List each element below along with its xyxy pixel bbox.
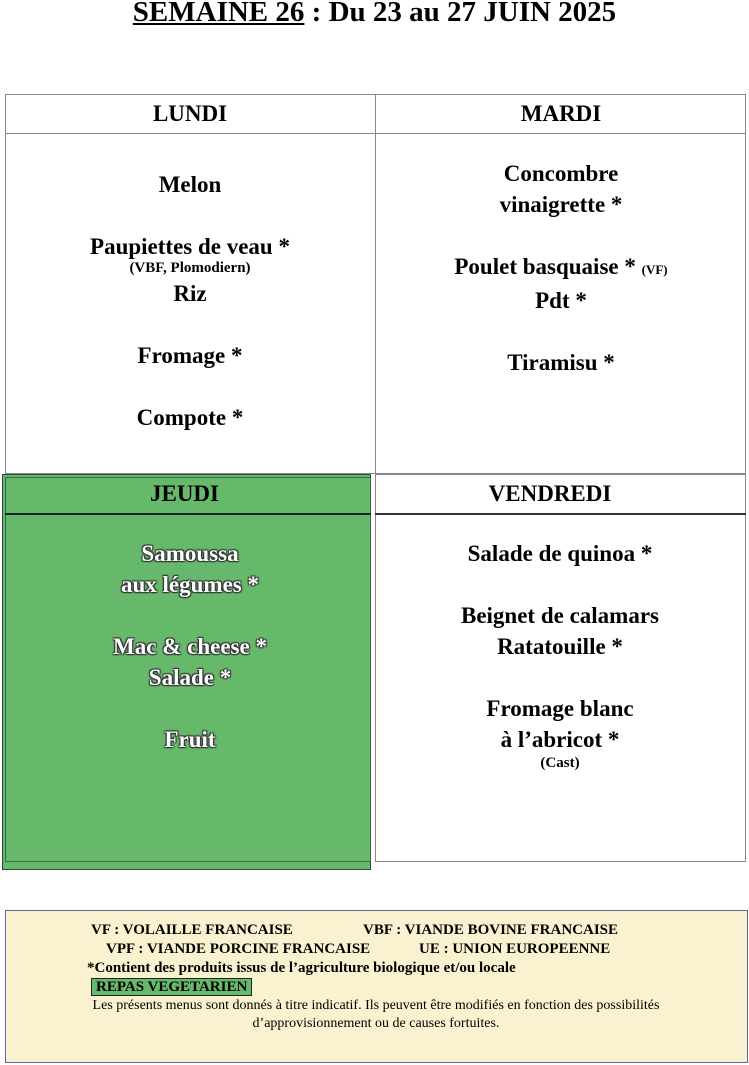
- dish: Fromage blanc: [486, 696, 634, 721]
- header-divider-bottom: [375, 513, 746, 515]
- jeudi-header-divider: [5, 513, 371, 515]
- legend-ue: UE : UNION EUROPEENNE: [419, 941, 611, 957]
- day-header-jeudi: JEUDI: [149, 481, 219, 506]
- dish: Fromage *: [137, 343, 243, 368]
- dish: Beignet de calamars: [460, 603, 659, 628]
- dish: Concombre: [503, 161, 619, 186]
- dish: Riz: [173, 281, 207, 306]
- dish: Samoussa: [141, 541, 239, 566]
- dish: Compote *: [136, 405, 244, 430]
- day-header-lundi: LUNDI: [152, 101, 228, 126]
- header-divider-top: [5, 133, 746, 134]
- dish-origin-note: (Cast): [540, 755, 580, 771]
- legend-bio: *Contient des produits issus de l’agriculture biologique et/ou locale: [87, 960, 516, 976]
- day-menu-mardi: [376, 158, 746, 378]
- disclaimer-line-1: Les présents menus sont donnés à titre indicatif. Ils peuvent être modifiés en fonction des possibilités: [92, 998, 660, 1013]
- dish: aux légumes *: [121, 572, 259, 597]
- vegetarian-badge: REPAS VEGETARIEN: [91, 978, 252, 996]
- day-menu-jeudi: [5, 538, 375, 755]
- day-menu-vendredi: [375, 538, 745, 773]
- dish: Salade de quinoa *: [467, 541, 653, 566]
- dish: Tiramisu *: [507, 350, 615, 375]
- legend-vbf: VBF : VIANDE BOVINE FRANCAISE: [363, 922, 619, 938]
- week-dates: : Du 23 au 27 JUIN 2025: [304, 0, 617, 28]
- dish: Fruit: [164, 727, 216, 752]
- dish: Salade *: [148, 665, 232, 690]
- dish: à l’abricot *: [500, 727, 620, 752]
- legend-vpf: VPF : VIANDE PORCINE FRANCAISE: [106, 941, 371, 957]
- dish: [376, 251, 746, 285]
- legend-box: [5, 910, 748, 1063]
- legend-vf: VF : VOLAILLE FRANCAISE: [91, 922, 293, 938]
- day-menu-lundi: [5, 169, 375, 433]
- disclaimer-line-2: d’approvisionnement ou de causes fortuites.: [252, 1016, 500, 1031]
- day-header-mardi: MARDI: [520, 101, 602, 126]
- dish: Mac & cheese *: [113, 634, 267, 659]
- dish: vinaigrette *: [499, 192, 623, 217]
- week-number: SEMAINE 26: [132, 0, 305, 28]
- dish-origin-note: (VBF, Plomodiern): [129, 260, 251, 276]
- dish: Ratatouille *: [497, 634, 623, 659]
- dish: Pdt *: [535, 288, 587, 313]
- dish: Paupiettes de veau *: [90, 234, 290, 259]
- dish: Melon: [158, 172, 222, 197]
- day-header-vendredi: VENDREDI: [488, 481, 612, 506]
- page-title: [0, 0, 749, 29]
- dish-name: Poulet basquaise *: [454, 254, 636, 279]
- dish-origin-note: (VF): [641, 262, 668, 277]
